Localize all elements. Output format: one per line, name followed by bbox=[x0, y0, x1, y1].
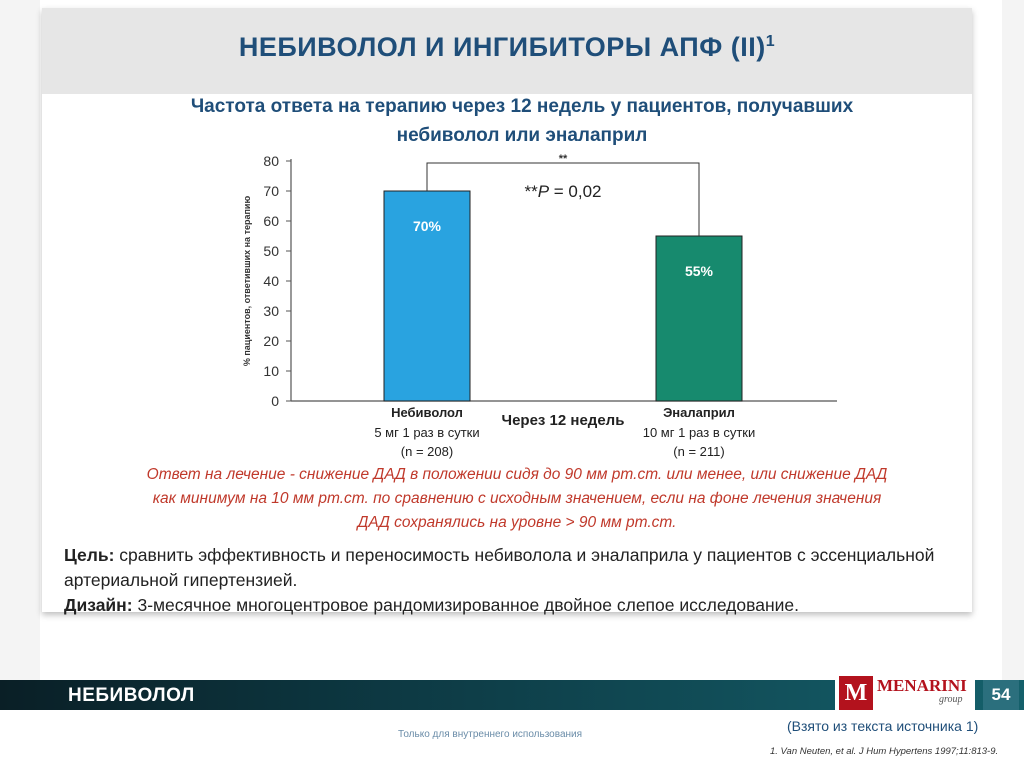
bar-value-label: 70% bbox=[412, 218, 442, 234]
goal-text: сравнить эффективность и переносимость небиволола и эналаприла у пациентов с эссенциальной артериальной гипертензией. bbox=[64, 545, 935, 590]
chart-subtitle bbox=[102, 92, 942, 150]
x-axis-label: Через 12 недель bbox=[501, 412, 625, 429]
subtitle-line-1: Частота ответа на терапию через 12 недель у пациентов, получавших bbox=[190, 96, 854, 117]
source-note: (Взято из текста источника 1) bbox=[787, 718, 979, 734]
y-tick-label: 80 bbox=[263, 153, 279, 169]
y-tick-label: 40 bbox=[263, 273, 279, 289]
title-footnote: 1 bbox=[765, 33, 776, 50]
internal-use-note: Только для внутреннего использования bbox=[398, 729, 583, 740]
y-axis-label: % пациентов, ответивших на терапию bbox=[242, 195, 252, 367]
y-tick-label: 10 bbox=[263, 363, 279, 379]
response-definition-note bbox=[72, 463, 962, 535]
logo-mark-icon: M bbox=[839, 676, 873, 710]
bar-value-label: 55% bbox=[684, 263, 714, 279]
footer-brand: НЕБИВОЛОЛ bbox=[68, 685, 195, 706]
background-right bbox=[1002, 0, 1024, 680]
design-text: 3-месячное многоцентровое рандомизированное двойное слепое исследование. bbox=[132, 595, 799, 615]
category-label: Небиволол bbox=[391, 405, 463, 420]
logo-group: group bbox=[939, 694, 963, 705]
goal-label: Цель: bbox=[64, 545, 115, 565]
category-detail: (n = 211) bbox=[673, 444, 725, 459]
y-tick-label: 50 bbox=[263, 243, 279, 259]
category-detail: (n = 208) bbox=[400, 444, 454, 459]
y-tick-label: 70 bbox=[263, 183, 279, 199]
reference: 1. Van Neuten, et al. J Hum Hypertens 1997;11:813-9. bbox=[770, 746, 999, 757]
page-number: 54 bbox=[983, 680, 1019, 710]
category-detail: 10 мг 1 раз в сутки bbox=[642, 425, 756, 440]
study-goal bbox=[64, 543, 964, 593]
y-tick-label: 20 bbox=[263, 333, 279, 349]
p-value-label: **P = 0,02 bbox=[524, 182, 602, 201]
y-tick-label: 60 bbox=[263, 213, 279, 229]
bar-2 bbox=[656, 236, 742, 401]
logo-name: MENARINI bbox=[877, 676, 967, 695]
study-design bbox=[64, 593, 964, 618]
significance-marker: ** bbox=[558, 153, 568, 165]
subtitle-line-2: небиволол или эналаприл bbox=[396, 125, 648, 146]
slide-title: НЕБИВОЛОЛ И ИНГИБИТОРЫ АПФ (II)$^1$ bbox=[238, 32, 776, 62]
note-line-1: Ответ на лечение - снижение ДАД в положении сидя до 90 мм рт.ст. или менее, или снижение ДАД bbox=[146, 466, 888, 483]
design-label: Дизайн: bbox=[64, 595, 133, 615]
category-label: Эналаприл bbox=[663, 405, 735, 420]
background-left bbox=[0, 0, 40, 680]
slide-card bbox=[42, 8, 972, 615]
y-tick-label: 30 bbox=[263, 303, 279, 319]
category-detail: 5 мг 1 раз в сутки bbox=[374, 425, 480, 440]
y-tick-label: 0 bbox=[271, 393, 279, 409]
note-line-2: как минимум на 10 мм рт.ст. по сравнению с исходным значением, если на фоне лечения значения bbox=[152, 490, 882, 507]
bar-chart bbox=[192, 148, 872, 463]
menarini-logo bbox=[835, 672, 975, 714]
note-line-3: ДАД сохранялись на уровне > 90 мм рт.ст. bbox=[357, 514, 677, 531]
